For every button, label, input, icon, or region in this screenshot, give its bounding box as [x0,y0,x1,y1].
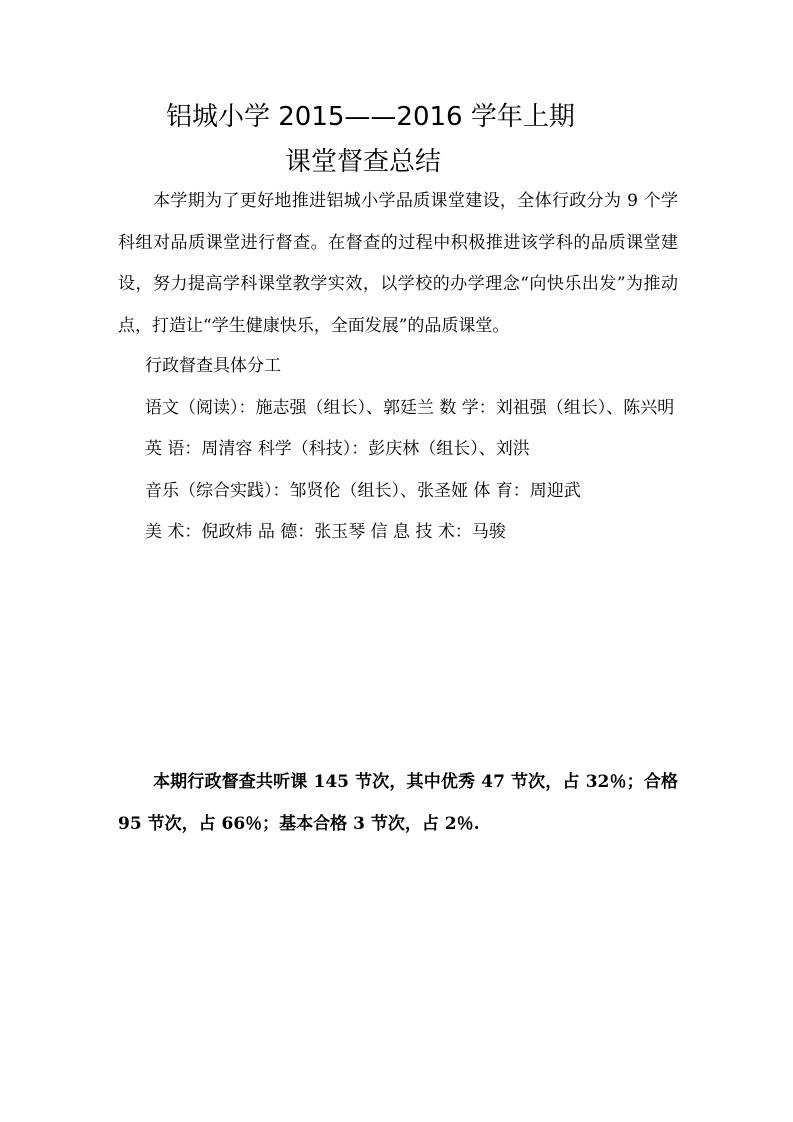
assignment-heading: 行政督查具体分工 [145,356,281,376]
summary-paragraph: 本期行政督查共听课 145 节次，其中优秀 47 节次，占 32％；合格 95 节次，占 66％；基本合格 3 节次，占 2％. [118,772,678,834]
assignment-item: 体 育：周迎武 [473,480,581,501]
assignment-item: 美 术：倪政炜 [145,522,253,542]
document-title-line-1: 铝城小学 2015——2016 学年上期 [166,102,575,132]
assignment-item: 音乐（综合实践）：邹贤伦（组长）、张圣娅 [145,480,468,501]
assignment-item: 科学（科技）：彭庆林（组长）、刘洪 [257,439,530,459]
assignment-item: 信 息 技 术：马骏 [370,522,506,542]
assignment-list [145,346,675,554]
intro-paragraph: 本学期为了更好地推进铝城小学品质课堂建设，全体行政分为 9 个学科组对品质课堂进行督查。在督查的过程中积极推进该学科的品质课堂建设，努力提高学科课堂教学实效，以学校的办学理念“向快乐出发”为推动点，打造让“学生健康快乐，全面发展”的品质课堂。 [118,191,678,337]
assignment-item: 数 学：刘祖强（组长）、陈兴明 [439,397,675,418]
document-title-line-2: 课堂督查总结 [285,147,442,177]
assignment-item: 语文（阅读）：施志强（组长）、郭廷兰 [145,397,434,418]
assignment-item: 英 语：周清容 [145,439,253,459]
assignment-item: 品 德：张玉琴 [257,522,366,542]
